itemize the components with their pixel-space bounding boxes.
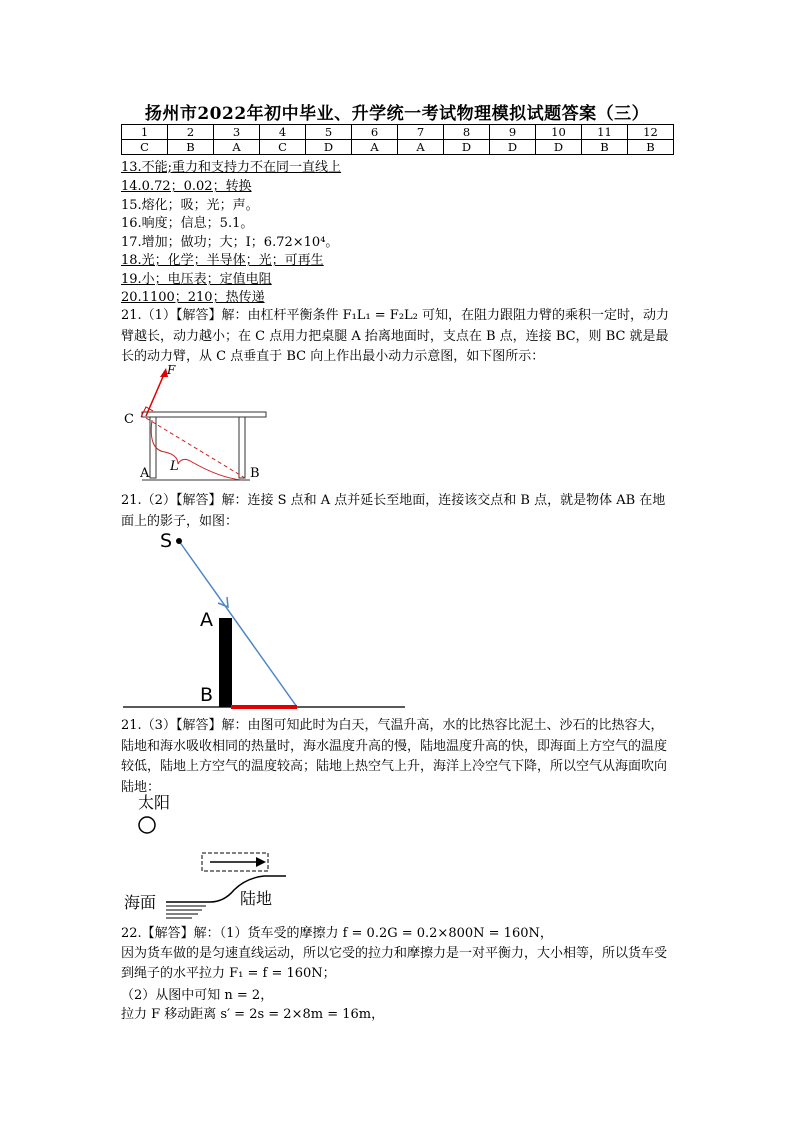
table-cell: 6 — [352, 125, 398, 140]
dashed-line-bc — [146, 418, 245, 478]
sun-icon — [139, 817, 155, 833]
label-l: L — [170, 459, 179, 474]
label-a: A — [200, 609, 213, 631]
table-cell: 7 — [398, 125, 444, 140]
table-cell: D — [306, 140, 352, 155]
table-cell: 1 — [122, 125, 168, 140]
table-cell: B — [628, 140, 674, 155]
label-b: B — [200, 684, 214, 706]
table-leg-b — [239, 417, 245, 478]
table-cell: 2 — [168, 125, 214, 140]
light-source-s — [176, 538, 182, 544]
table-cell: 8 — [444, 125, 490, 140]
choice-answer-table — [121, 124, 674, 155]
answer-15: 15.熔化；吸；光；声。 — [121, 198, 259, 213]
sea-breeze-figure — [120, 792, 290, 922]
table-cell: C — [260, 140, 306, 155]
page-title: 扬州市2022年初中毕业、升学统一考试物理模拟试题答案（三） — [144, 104, 650, 124]
light-ray — [179, 541, 297, 707]
table-cell: 9 — [490, 125, 536, 140]
table-cell: C — [122, 140, 168, 155]
table-cell: 10 — [536, 125, 582, 140]
answer-20: 20.1100；210；热传递 — [121, 290, 265, 305]
answer-17: 17.增加；做功；大；I；6.72×10⁴。 — [121, 235, 339, 250]
lever-table-figure — [120, 360, 280, 485]
answer-21-2-text: 21.（2）【解答】解：连接 S 点和 A 点并延长至地面，连接该交点和 B 点，就是物体 AB 在地面上的影子，如图： — [121, 493, 666, 529]
table-top — [142, 412, 266, 417]
answer-22-line-1: 22.【解答】解：（1）货车受的摩擦力 f = 0.2G = 0.2×800N = 160N， — [121, 926, 553, 941]
wind-arrow-head — [256, 857, 266, 867]
answer-14: 14.0.72；0.02；转换 — [121, 179, 252, 194]
table-cell: A — [398, 140, 444, 155]
answer-19: 19.小；电压表；定值电阻 — [121, 272, 272, 287]
table-cell: 12 — [628, 125, 674, 140]
answer-13: 13.不能;重力和支持力不在同一直线上 — [121, 160, 342, 175]
table-cell: A — [352, 140, 398, 155]
answer-21-1-text: 21.（1）【解答】解：由杠杆平衡条件 F₁L₁ = F₂L₂ 可知，在阻力跟阻力臂的乘积一定时，动力臂越长，动力越小；在 C 点用力把桌腿 A 抬离地面时，支点在 B 点，连接 BC，则 BC 就是最长的动力臂，从 C 点垂直于 BC 向上作出最小动力示意图，如下图所示： — [121, 308, 670, 364]
question-number-row — [122, 125, 674, 140]
label-a: A — [140, 466, 150, 481]
table-cell: D — [490, 140, 536, 155]
table-cell: 3 — [214, 125, 260, 140]
table-cell: D — [536, 140, 582, 155]
label-s: S — [160, 530, 173, 552]
label-land: 陆地 — [240, 889, 273, 908]
answer-22-line-4: 拉力 F 移动距离 s′ = 2s = 2×8m = 16m， — [121, 1007, 385, 1022]
label-b: B — [250, 466, 260, 481]
label-sun: 太阳 — [138, 793, 171, 812]
answer-row — [122, 140, 674, 155]
label-sea: 海面 — [124, 893, 157, 912]
answer-22-line-2: 因为货车做的是匀速直线运动，所以它受的拉力和摩擦力是一对平衡力，大小相等，所以货车受到绳子的水平拉力 F₁ = f = 160N； — [121, 946, 668, 981]
force-arrow — [146, 372, 165, 416]
table-cell: B — [168, 140, 214, 155]
answer-22-line-3: （2）从图中可知 n = 2， — [121, 988, 274, 1003]
answer-16: 16.响度；信息；5.1。 — [121, 216, 254, 231]
table-cell: D — [444, 140, 490, 155]
label-c: C — [124, 412, 134, 427]
answer-18: 18.光；化学；半导体；光；可再生 — [121, 253, 324, 268]
object-ab — [219, 618, 232, 707]
table-cell: 11 — [582, 125, 628, 140]
answer-21-3-text: 21.（3）【解答】解：由图可知此时为白天，气温升高，水的比热容比泥土、沙石的比热容大，陆地和海水吸收相同的热量时，海水温度升高的慢，陆地温度升高的快，即海面上方空气的温度较低，陆地上方空气的温度较高；陆地上热空气上升，海洋上冷空气下降，所以空气从海面吹向陆地： — [121, 718, 668, 795]
table-cell: B — [582, 140, 628, 155]
table-cell: 5 — [306, 125, 352, 140]
table-cell: A — [214, 140, 260, 155]
shadow-figure — [120, 525, 410, 715]
label-f: F — [167, 363, 176, 377]
table-cell: 4 — [260, 125, 306, 140]
